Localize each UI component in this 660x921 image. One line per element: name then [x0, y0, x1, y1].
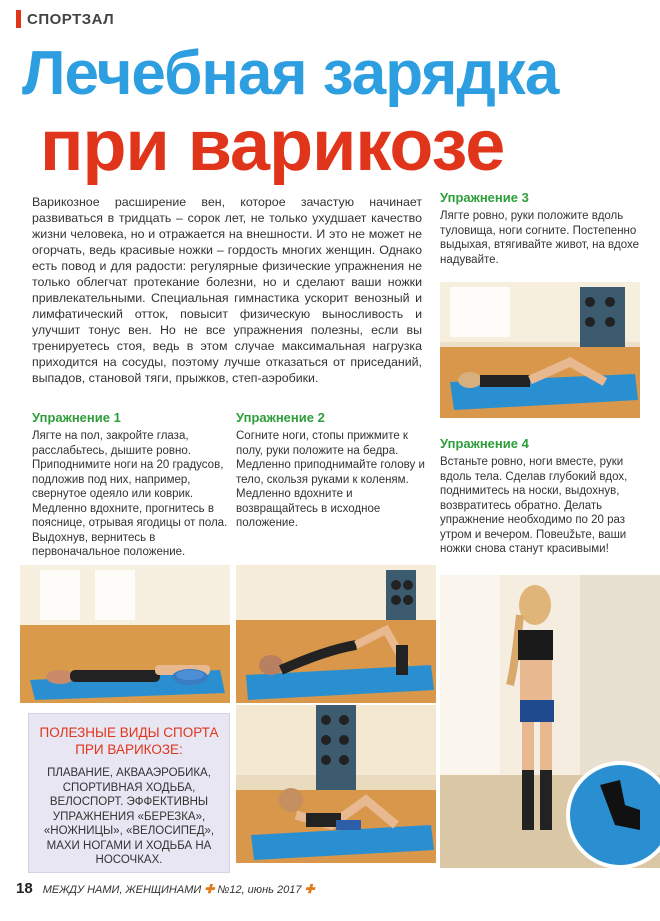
photo-exercise-2a	[236, 565, 436, 703]
exercise-3-title: Упражнение 3	[440, 190, 529, 205]
exercise-3	[440, 190, 640, 267]
plus-icon: ✚	[304, 882, 315, 896]
exercise-2-text: Согните ноги, стопы прижмите к полу, руки положите на бедра. Медленно приподнимайте голову и тело, скользя руками к коленям. Медленно вдохните и возвращайтесь в исходное положение.	[236, 430, 425, 529]
photo-exercise-4	[440, 575, 660, 868]
info-box	[28, 713, 230, 873]
info-box-heading: ПОЛЕЗНЫЕ ВИДЫ СПОРТА ПРИ ВАРИКОЗЕ:	[39, 725, 219, 757]
info-box-body: ПЛАВАНИЕ, АКВААЭРОБИКА, СПОРТИВНАЯ ХОДЬБА, ВЕЛОСПОРТ. ЭФФЕКТИВНЫ УПРАЖНЕНИЯ «БЕРЕЗКА», «НОЖНИЦЫ», «ВЕЛОСИПЕД», МАХИ НОГАМИ И ХОДЬБА НА НОСОЧКАХ.	[43, 767, 215, 866]
photo-exercise-3	[440, 282, 640, 418]
plus-icon: ✚	[204, 882, 215, 896]
photo-exercise-1	[20, 565, 230, 703]
section-bar	[16, 10, 21, 28]
footer	[16, 880, 315, 897]
intro-text: Варикозное расширение вен, которое зачастую начинает развиваться в тридцать – сорок лет, не только ухудшает качество жизни человека, но и отражается на внешности. И это не может не огорчать, ведь красивые ножки – гордость многих женщин. Однако есть повод и для радости: регулярные физические упражнения не только облегчат протекание болезни, но и сделают ваши ножки привлекательными. Специальная гимнастика ускорит венозный и лимфатический отток, повысит физическую выносливость и улучшит тонус вен. Но не все упражнения полезны, если вы тренируетесь стоя, ведь в этом случае максимальная нагрузка приходится на сосуды, поэтому лучше отказаться от приседаний, выпадов, становой тяги, прыжков, степ-аэробики.	[32, 195, 422, 385]
exercise-2-title: Упражнение 2	[236, 410, 325, 425]
exercise-2	[236, 410, 432, 531]
magazine-title: МЕЖДУ НАМИ, ЖЕНЩИНАМИ	[42, 884, 202, 896]
magazine-name	[43, 882, 315, 896]
section-label: СПОРТЗАЛ	[27, 10, 115, 28]
exercise-4	[440, 436, 640, 557]
exercise-4-text: Встаньте ровно, ноги вместе, руки вдоль тела. Сделав глубокий вдох, поднимитесь на носки, выдохнув, возвратитесь обратно. Делать упражнение необходимо по 20 раз утром и вечером. Повеužьте, ваши ножки снова станут красивыми!	[440, 456, 628, 555]
exercise-1-title: Упражнение 1	[32, 410, 121, 425]
title-line-1: Лечебная зарядка	[22, 39, 559, 108]
exercise-4-title: Упражнение 4	[440, 436, 529, 451]
section-tag	[16, 10, 114, 28]
page-number: 18	[16, 880, 33, 897]
title-line-2: при варикозе	[40, 106, 505, 186]
photo-exercise-2b	[236, 705, 436, 863]
exercise-3-text: Лягте ровно, руки положите вдоль туловища, ноги согните. Постепенно выдыхая, втягивайте живот, на вдохе надувайте.	[440, 210, 640, 266]
exercise-1	[32, 410, 230, 560]
exercise-1-text: Лягте на пол, закройте глаза, расслабьтесь, дышите ровно. Приподнимите ноги на 20 градусов, подложив под них, например, свернутое одеяло или коврик. Медленно вдохните, прогнитесь в пояснице, отрывая ягодицы от пола. Выдохнув, вернитесь в первоначальное положение.	[32, 430, 228, 558]
magazine-issue: №12, июнь 2017	[217, 884, 302, 896]
